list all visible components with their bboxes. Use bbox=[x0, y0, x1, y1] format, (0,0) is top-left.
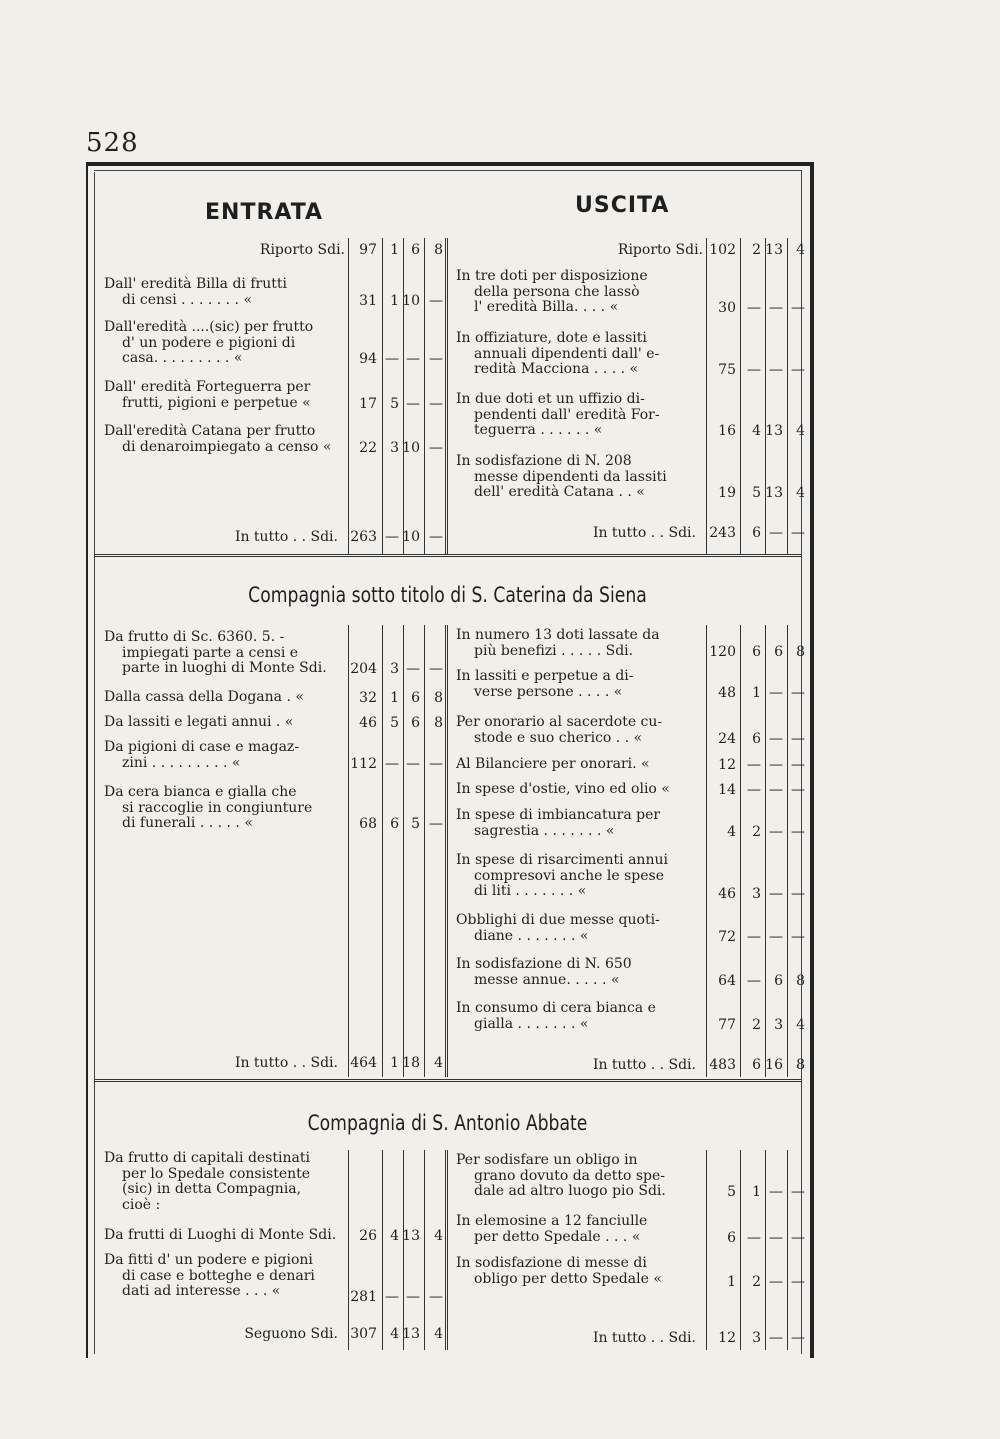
right-entry-line: Per sodisfare un obligo in bbox=[456, 1152, 638, 1168]
left-amount-a: 17 bbox=[359, 395, 377, 412]
right-entry-line: In spese d'ostie, vino ed olio « bbox=[456, 781, 670, 797]
right-entry-line: In offiziature, dote e lassiti bbox=[456, 330, 647, 346]
right-amount-b: 6 bbox=[752, 730, 761, 747]
left-amount-d: — bbox=[429, 292, 443, 309]
left-amount-c: — bbox=[406, 661, 420, 677]
right-amount-c: — bbox=[769, 782, 783, 798]
right-amount-a: 75 bbox=[718, 362, 736, 378]
right-entry-line: pendenti dall' eredità For- bbox=[474, 406, 660, 423]
left-entry bbox=[104, 424, 336, 455]
right-amount-a: 120 bbox=[709, 643, 736, 660]
section-title: Compagnia sotto titolo di S. Caterina da Siena bbox=[248, 583, 647, 607]
center-divider bbox=[445, 238, 448, 555]
right-amount-d: — bbox=[791, 757, 805, 773]
left-entry bbox=[104, 1228, 340, 1244]
left-amount-d: — bbox=[429, 529, 443, 545]
right-amount-c: 6 bbox=[774, 643, 783, 660]
right-total-label: In tutto . . Sdi. bbox=[592, 1330, 696, 1346]
center-divider bbox=[445, 1150, 448, 1350]
right-entry-line: In spese di imbiancatura per bbox=[456, 807, 661, 823]
left-entry-line: per lo Spedale consistente bbox=[122, 1165, 311, 1182]
left-amount-c: 18 bbox=[402, 1055, 420, 1071]
right-amount-b: 6 bbox=[752, 1057, 761, 1073]
right-amount-a: 14 bbox=[718, 782, 736, 798]
right-entry bbox=[456, 454, 696, 501]
right-entry-line: della persona che lassò bbox=[474, 283, 640, 300]
left-amount-a: 204 bbox=[350, 661, 377, 677]
left-entry-line: di denaroimpiegato a censo « bbox=[122, 438, 332, 455]
right-amount-d: — bbox=[791, 1274, 805, 1290]
right-entry bbox=[456, 669, 696, 700]
column-rule bbox=[403, 625, 404, 1077]
left-amount-b: 1 bbox=[390, 292, 399, 309]
right-entry bbox=[456, 628, 696, 659]
right-amount-c: 13 bbox=[765, 485, 783, 501]
left-entry bbox=[104, 785, 340, 832]
left-entry-line: casa. . . . . . . . . « bbox=[122, 350, 243, 366]
left-entry-line: Da fitti d' un podere e pigioni bbox=[104, 1252, 313, 1268]
left-entry-line: di censi . . . . . . . « bbox=[122, 291, 253, 308]
column-rule bbox=[403, 1150, 404, 1350]
right-entry-line: In tre doti per disposizione bbox=[456, 268, 648, 284]
right-amount-a: 483 bbox=[709, 1057, 736, 1073]
right-amount-a: 64 bbox=[718, 972, 736, 989]
right-amount-c: — bbox=[769, 1184, 783, 1200]
left-entry-line: Dall' eredità Forteguerra per bbox=[104, 379, 311, 395]
left-entry-line: di case e botteghe e denari bbox=[122, 1267, 315, 1284]
right-entry-line: In sodisfazione di N. 650 bbox=[456, 956, 632, 972]
left-entry bbox=[104, 630, 340, 677]
left-entry bbox=[104, 277, 336, 308]
right-amount-a: 46 bbox=[718, 886, 736, 902]
left-entry-line: Da frutti di Luoghi di Monte Sdi. bbox=[104, 1227, 337, 1243]
left-amount-b: 4 bbox=[390, 1326, 399, 1342]
left-amount-b: 4 bbox=[390, 1228, 399, 1244]
left-amount-b: 6 bbox=[390, 816, 399, 832]
column-rule bbox=[706, 238, 707, 555]
right-amount-a: 4 bbox=[727, 823, 736, 840]
right-amount-b: 2 bbox=[752, 823, 761, 840]
column-rule bbox=[382, 625, 383, 1077]
left-carry-label: Riporto Sdi. bbox=[259, 242, 345, 258]
right-amount-c: 13 bbox=[765, 423, 783, 439]
left-amount-c: 13 bbox=[402, 1326, 420, 1342]
right-entry-line: obligo per detto Spedale « bbox=[474, 1270, 662, 1287]
left-amount-d: — bbox=[429, 351, 443, 367]
right-entry bbox=[456, 808, 696, 839]
right-entry bbox=[456, 715, 696, 746]
left-entry bbox=[104, 320, 336, 367]
right-entry bbox=[456, 392, 696, 439]
left-amount-d: 8 bbox=[434, 690, 443, 706]
left-total-label: In tutto . . Sdi. bbox=[234, 529, 338, 545]
right-amount-b: — bbox=[747, 782, 761, 798]
right-amount-c: — bbox=[769, 823, 783, 840]
right-amount-d: — bbox=[791, 1229, 805, 1246]
right-amount-c: — bbox=[769, 1274, 783, 1290]
section-title: Compagnia di S. Antonio Abbate bbox=[307, 1111, 588, 1135]
left-entry bbox=[104, 690, 340, 706]
right-amount-b: 2 bbox=[752, 242, 761, 258]
left-amount-a: 94 bbox=[359, 351, 377, 367]
column-rule bbox=[765, 1150, 766, 1350]
left-entry-line: Da frutto di Sc. 6360. 5. - bbox=[104, 629, 285, 645]
left-total-label: In tutto . . Sdi. bbox=[234, 1055, 338, 1071]
right-amount-b: 3 bbox=[752, 886, 761, 902]
frame-inner-line bbox=[94, 172, 95, 1354]
right-entry-line: messe dipendenti da lassiti bbox=[474, 468, 667, 485]
right-entry-line: In elemosine a 12 fanciulle bbox=[456, 1213, 648, 1229]
right-amount-c: 13 bbox=[765, 242, 783, 258]
left-entry-line: d' un podere e pigioni di bbox=[122, 334, 296, 351]
left-amount-d: — bbox=[429, 395, 443, 412]
left-amount-c: 6 bbox=[411, 242, 420, 258]
right-amount-c: — bbox=[769, 1229, 783, 1246]
right-amount-c: — bbox=[769, 886, 783, 902]
right-entry-line: dale ad altro luogo pio Sdi. bbox=[474, 1183, 666, 1199]
section-divider bbox=[94, 554, 801, 557]
left-entry-line: Dall' eredità Billa di frutti bbox=[104, 276, 287, 292]
right-entry-line: In sodisfazione di messe di bbox=[456, 1255, 647, 1271]
right-amount-a: 24 bbox=[718, 730, 736, 747]
column-rule bbox=[348, 1150, 349, 1350]
right-amount-c: 3 bbox=[774, 1017, 783, 1033]
right-entry-line: In due doti et un uffizio di- bbox=[456, 391, 645, 407]
right-amount-a: 12 bbox=[718, 1330, 736, 1346]
right-amount-c: — bbox=[769, 300, 783, 316]
left-amount-b: 3 bbox=[390, 661, 399, 677]
right-amount-d: — bbox=[791, 525, 805, 541]
right-amount-b: 6 bbox=[752, 643, 761, 660]
right-amount-d: 4 bbox=[796, 485, 805, 501]
left-amount-d: — bbox=[429, 816, 443, 832]
left-entry-line: impiegati parte a censi e bbox=[122, 644, 299, 661]
right-entry bbox=[456, 757, 696, 773]
left-amount-b: 1 bbox=[390, 242, 399, 258]
right-entry-line: In numero 13 doti lassate da bbox=[456, 627, 660, 643]
left-amount-d: 8 bbox=[434, 242, 443, 258]
left-entry-line: Da frutto di capitali destinati bbox=[104, 1150, 310, 1166]
right-amount-d: 8 bbox=[796, 643, 805, 660]
right-amount-a: 6 bbox=[727, 1229, 736, 1246]
right-total-label: In tutto . . Sdi. bbox=[592, 1057, 696, 1073]
left-amount-c: 6 bbox=[411, 715, 420, 731]
right-entry-line: di liti . . . . . . . « bbox=[474, 883, 587, 899]
left-amount-c: 5 bbox=[411, 816, 420, 832]
right-entry-line: teguerra . . . . . . « bbox=[474, 422, 603, 438]
right-amount-a: 77 bbox=[718, 1017, 736, 1033]
right-entry-line: sagrestia . . . . . . . « bbox=[474, 822, 615, 839]
left-amount-a: 26 bbox=[359, 1228, 377, 1244]
right-amount-b: — bbox=[747, 757, 761, 773]
column-rule bbox=[348, 625, 349, 1077]
left-amount-d: 4 bbox=[434, 1326, 443, 1342]
right-amount-d: — bbox=[791, 1184, 805, 1200]
left-amount-a: 46 bbox=[359, 715, 377, 731]
right-amount-b: 2 bbox=[752, 1274, 761, 1290]
right-amount-b: 4 bbox=[752, 423, 761, 439]
right-amount-d: 8 bbox=[796, 972, 805, 989]
right-amount-c: — bbox=[769, 730, 783, 747]
left-amount-a: 464 bbox=[350, 1055, 377, 1071]
left-entry-line: (sic) in detta Compagnia, bbox=[122, 1181, 302, 1197]
right-amount-d: 4 bbox=[796, 1017, 805, 1033]
right-amount-b: 1 bbox=[752, 1184, 761, 1200]
left-amount-b: 1 bbox=[390, 1055, 399, 1071]
left-amount-d: — bbox=[429, 755, 443, 772]
right-entry-line: messe annue. . . . . « bbox=[474, 971, 620, 988]
left-amount-b: 5 bbox=[390, 715, 399, 731]
right-amount-d: — bbox=[791, 782, 805, 798]
left-entry bbox=[104, 380, 336, 411]
left-amount-b: 3 bbox=[390, 439, 399, 456]
column-rule bbox=[348, 238, 349, 555]
left-amount-b: — bbox=[385, 755, 399, 772]
right-entry-line: per detto Spedale . . . « bbox=[474, 1228, 641, 1245]
right-amount-c: — bbox=[769, 757, 783, 773]
page-number: 528 bbox=[86, 128, 139, 158]
left-amount-c: — bbox=[406, 351, 420, 367]
left-amount-b: 5 bbox=[390, 395, 399, 412]
column-rule bbox=[787, 625, 788, 1077]
left-entry-line: dati ad interesse . . . « bbox=[122, 1283, 281, 1299]
left-amount-a: 281 bbox=[350, 1289, 377, 1305]
left-amount-b: — bbox=[385, 529, 399, 545]
right-amount-c: — bbox=[769, 1330, 783, 1346]
right-amount-c: — bbox=[769, 362, 783, 378]
right-amount-b: 5 bbox=[752, 485, 761, 501]
right-amount-a: 5 bbox=[727, 1184, 736, 1200]
column-rule bbox=[740, 238, 741, 555]
left-amount-c: — bbox=[406, 1289, 420, 1305]
column-rule bbox=[765, 238, 766, 555]
column-rule bbox=[787, 238, 788, 555]
right-amount-b: — bbox=[747, 1229, 761, 1246]
right-entry-line: In consumo di cera bianca e bbox=[456, 1000, 656, 1016]
left-amount-c: 6 bbox=[411, 690, 420, 706]
uscita-header: USCITA bbox=[575, 193, 670, 218]
left-amount-c: 10 bbox=[402, 529, 420, 545]
left-amount-d: — bbox=[429, 439, 443, 456]
left-amount-d: 8 bbox=[434, 715, 443, 731]
left-entry bbox=[104, 1151, 340, 1213]
left-amount-b: — bbox=[385, 1289, 399, 1305]
entrata-header: ENTRATA bbox=[205, 200, 324, 225]
right-amount-b: — bbox=[747, 972, 761, 989]
right-entry-line: stode e suo cherico . . « bbox=[474, 729, 643, 746]
left-entry-line: Da cera bianca e gialla che bbox=[104, 784, 297, 800]
right-amount-a: 19 bbox=[718, 485, 736, 501]
right-entry-line: grano dovuto da detto spe- bbox=[474, 1167, 666, 1184]
right-amount-a: 102 bbox=[709, 242, 736, 258]
right-entry bbox=[456, 913, 696, 944]
left-entry-line: cioè : bbox=[122, 1196, 161, 1213]
right-entry bbox=[456, 269, 696, 316]
column-rule bbox=[787, 1150, 788, 1350]
right-amount-b: 1 bbox=[752, 684, 761, 701]
right-amount-a: 243 bbox=[709, 525, 736, 541]
left-amount-a: 68 bbox=[359, 816, 377, 832]
left-amount-d: 4 bbox=[434, 1055, 443, 1071]
column-rule bbox=[740, 1150, 741, 1350]
column-rule bbox=[382, 238, 383, 555]
right-entry-line: Per onorario al sacerdote cu- bbox=[456, 714, 663, 730]
left-entry bbox=[104, 715, 340, 731]
right-amount-c: — bbox=[769, 684, 783, 701]
right-amount-b: — bbox=[747, 362, 761, 378]
right-entry bbox=[456, 1214, 696, 1245]
left-amount-c: 10 bbox=[402, 292, 420, 309]
right-entry bbox=[456, 957, 696, 988]
column-rule bbox=[424, 1150, 425, 1350]
right-amount-c: — bbox=[769, 928, 783, 945]
left-amount-a: 307 bbox=[350, 1326, 377, 1342]
left-entry-line: di funerali . . . . . « bbox=[122, 815, 253, 831]
left-amount-a: 32 bbox=[359, 690, 377, 706]
right-entry bbox=[456, 1153, 696, 1200]
right-amount-b: — bbox=[747, 928, 761, 945]
left-entry bbox=[104, 1253, 340, 1300]
right-amount-d: — bbox=[791, 362, 805, 378]
right-amount-a: 72 bbox=[718, 928, 736, 945]
left-amount-c: 10 bbox=[402, 439, 420, 456]
left-amount-c: — bbox=[406, 755, 420, 772]
left-amount-a: 263 bbox=[350, 529, 377, 545]
left-entry-line: frutti, pigioni e perpetue « bbox=[122, 394, 311, 411]
left-amount-a: 22 bbox=[359, 439, 377, 456]
column-rule bbox=[403, 238, 404, 555]
left-amount-c: 13 bbox=[402, 1228, 420, 1244]
left-entry-line: parte in luoghi di Monte Sdi. bbox=[122, 660, 327, 676]
left-amount-c: — bbox=[406, 395, 420, 412]
column-rule bbox=[424, 625, 425, 1077]
left-entry-line: Dalla cassa della Dogana . « bbox=[104, 689, 304, 705]
column-rule bbox=[424, 238, 425, 555]
left-entry-line: Dall'eredità ....(sic) per frutto bbox=[104, 319, 314, 335]
frame-inner-line bbox=[94, 170, 801, 171]
right-amount-b: 6 bbox=[752, 525, 761, 541]
left-amount-d: 4 bbox=[434, 1228, 443, 1244]
right-entry-line: Al Bilanciere per onorari. « bbox=[456, 756, 650, 772]
right-amount-d: — bbox=[791, 300, 805, 316]
left-entry-line: si raccoglie in congiunture bbox=[122, 799, 313, 816]
right-amount-a: 12 bbox=[718, 757, 736, 773]
right-entry-line: dell' eredità Catana . . « bbox=[474, 484, 645, 500]
right-amount-c: 6 bbox=[774, 972, 783, 989]
right-entry-line: annuali dipendenti dall' e- bbox=[474, 345, 660, 362]
right-entry-line: diane . . . . . . . « bbox=[474, 927, 589, 944]
left-amount-b: 1 bbox=[390, 690, 399, 706]
right-amount-b: 2 bbox=[752, 1017, 761, 1033]
left-amount-b: — bbox=[385, 351, 399, 367]
right-entry-line: In sodisfazione di N. 208 bbox=[456, 453, 632, 469]
right-entry-line: Obblighi di due messe quoti- bbox=[456, 912, 660, 928]
right-amount-d: — bbox=[791, 823, 805, 840]
right-amount-d: — bbox=[791, 1330, 805, 1346]
right-amount-b: — bbox=[747, 300, 761, 316]
left-amount-a: 97 bbox=[359, 242, 377, 258]
right-carry-label: Riporto Sdi. bbox=[617, 242, 703, 258]
left-amount-d: — bbox=[429, 661, 443, 677]
column-rule bbox=[706, 1150, 707, 1350]
column-rule bbox=[740, 625, 741, 1077]
right-entry-line: verse persone . . . . « bbox=[474, 683, 623, 700]
right-amount-a: 16 bbox=[718, 423, 736, 439]
right-entry-line: compresovi anche le spese bbox=[474, 867, 665, 884]
right-amount-c: — bbox=[769, 525, 783, 541]
right-total-label: In tutto . . Sdi. bbox=[592, 525, 696, 541]
right-amount-d: — bbox=[791, 684, 805, 701]
left-entry bbox=[104, 740, 340, 771]
left-amount-a: 31 bbox=[359, 292, 377, 309]
right-amount-a: 1 bbox=[727, 1274, 736, 1290]
right-entry-line: redità Macciona . . . . « bbox=[474, 361, 639, 377]
right-amount-d: — bbox=[791, 928, 805, 945]
left-entry-line: Dall'eredità Catana per frutto bbox=[104, 423, 316, 439]
right-entry bbox=[456, 1001, 696, 1032]
column-rule bbox=[706, 625, 707, 1077]
left-entry-line: zini . . . . . . . . . « bbox=[122, 754, 241, 771]
left-entry-line: Da pigioni di case e magaz- bbox=[104, 739, 300, 755]
right-amount-b: 3 bbox=[752, 1330, 761, 1346]
right-amount-d: 8 bbox=[796, 1057, 805, 1073]
right-amount-d: — bbox=[791, 886, 805, 902]
right-entry-line: l' eredità Billa. . . . « bbox=[474, 299, 619, 315]
left-amount-d: — bbox=[429, 1289, 443, 1305]
left-total-label: Seguono Sdi. bbox=[244, 1326, 338, 1342]
right-entry-line: In spese di risarcimenti annui bbox=[456, 852, 668, 868]
right-entry bbox=[456, 1256, 696, 1287]
right-amount-a: 48 bbox=[718, 684, 736, 701]
right-amount-c: 16 bbox=[765, 1057, 783, 1073]
right-entry-line: più benefizi . . . . . Sdi. bbox=[474, 642, 634, 659]
right-amount-d: 4 bbox=[796, 242, 805, 258]
column-rule bbox=[765, 625, 766, 1077]
right-entry bbox=[456, 331, 696, 378]
column-rule bbox=[382, 1150, 383, 1350]
section-divider bbox=[94, 1079, 801, 1082]
right-amount-d: 4 bbox=[796, 423, 805, 439]
right-entry-line: gialla . . . . . . . « bbox=[474, 1015, 589, 1032]
left-entry-line: Da lassiti e legati annui . « bbox=[104, 714, 294, 730]
left-amount-a: 112 bbox=[350, 755, 377, 772]
right-amount-d: — bbox=[791, 730, 805, 747]
right-entry bbox=[456, 782, 696, 798]
right-entry bbox=[456, 853, 696, 900]
center-divider bbox=[445, 625, 448, 1077]
right-entry-line: In lassiti e perpetue a di- bbox=[456, 668, 634, 684]
right-amount-a: 30 bbox=[718, 300, 736, 316]
